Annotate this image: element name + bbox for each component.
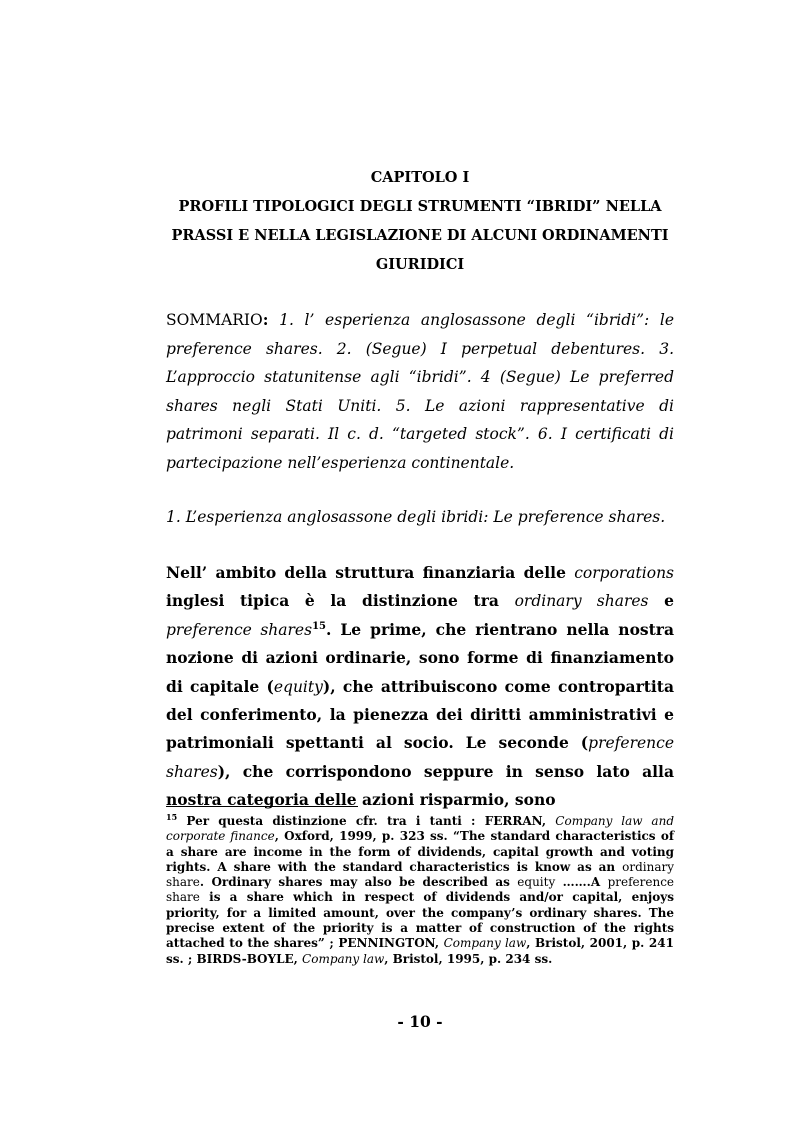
footnote-number: 15 <box>166 812 178 822</box>
chapter-title-line-3: GIURIDICI <box>375 256 465 273</box>
section-title: 1. L’esperienza anglosassone degli ibridi: Le preference shares. <box>166 508 666 526</box>
footnote-normal-term: preference share <box>166 875 675 905</box>
body-italic-term: equity <box>273 677 323 696</box>
body-text-run: e <box>648 591 674 611</box>
body-text-run: ), che corrispondono seppure in senso lato alla nostra categoria delle azioni risparmio, sono <box>166 761 674 810</box>
footnote-text-run: , Bristol, 2001, p. 241 ss. ; BIRDS-BOYLE, <box>166 936 674 966</box>
body-italic-term: corporations <box>574 564 674 582</box>
body-text-run: inglesi tipica è la distinzione tra <box>166 591 515 611</box>
footnote <box>166 814 674 967</box>
page-number: - 10 - <box>397 1012 443 1031</box>
footnote-italic-title: Company law <box>302 951 385 966</box>
footnote-text-run: , Bristol, 1995, p. 234 ss. <box>384 951 553 966</box>
body-text-run: . Le prime, che rientrano nella nostra nozione di azioni ordinarie, sono forme di finanziamento di capitale ( <box>166 619 675 696</box>
summary-colon: : <box>262 310 269 329</box>
body-text-run: Nell’ ambito della struttura finanziaria delle <box>166 563 575 582</box>
body-italic-term: preference shares <box>166 620 313 639</box>
footnote-separator <box>166 806 358 807</box>
body-italic-term: ordinary shares <box>514 592 649 611</box>
chapter-title-line-2: PRASSI E NELLA LEGISLAZIONE DI ALCUNI ORDINAMENTI <box>171 227 669 244</box>
footnote-normal-term: ordinary share <box>166 859 674 890</box>
footnote-italic-title: Company law and corporate finance <box>166 814 674 844</box>
body-italic-term: preference shares <box>166 734 674 781</box>
chapter-number: CAPITOLO I <box>370 169 470 186</box>
summary-text: 1. l’ esperienza anglosassone degli “ibridi”: le preference shares. 2. (Segue) I perpetual debentures. 3. L’approccio statunitense agli “ibridi”. 4 (Segue) Le preferred shares negli Stati Uniti. 5. Le azioni rappresentative di patrimoni separati. Il c. d. “targeted stock”. 6. I certificati di partecipazione nell’esperienza continentale. <box>166 311 674 472</box>
body-paragraph <box>166 559 674 815</box>
chapter-title-line-1: PROFILI TIPOLOGICI DEGLI STRUMENTI “IBRIDI” NELLA <box>178 198 662 215</box>
footnote-text-run: is a share which in respect of dividends and/or capital, enjoys priority, for a limited amount, over the company’s ordinary shares. The precise extent of the priority is a matter of construction of the rights attached to the shares” ; PENNINGTON, <box>166 890 674 951</box>
body-text-run: ), che attribuiscono come contropartita del conferimento, la pienezza dei diritti amministrativi e patrimoniali spettanti al socio. Le seconde ( <box>166 676 675 753</box>
footnote-normal-term: equity <box>517 875 556 890</box>
footnote-text-run: Per questa distinzione cfr. tra i tanti : FERRAN, <box>177 814 556 828</box>
footnote-text-run: . Ordinary shares may also be described as <box>199 875 518 890</box>
footnote-text-run: …….A <box>555 875 608 890</box>
summary-label: SOMMARIO <box>166 311 263 329</box>
chapter-summary <box>166 306 674 477</box>
footnote-text-run: , Oxford, 1999, p. 323 ss. “The standard characteristics of a share are income in the form of dividends, capital growth and voting rights. A share with the standard characteristics is know as an <box>166 829 674 874</box>
footnote-reference: 15 <box>312 620 326 632</box>
chapter-heading <box>166 163 674 279</box>
footnote-italic-title: Company law <box>443 936 527 951</box>
